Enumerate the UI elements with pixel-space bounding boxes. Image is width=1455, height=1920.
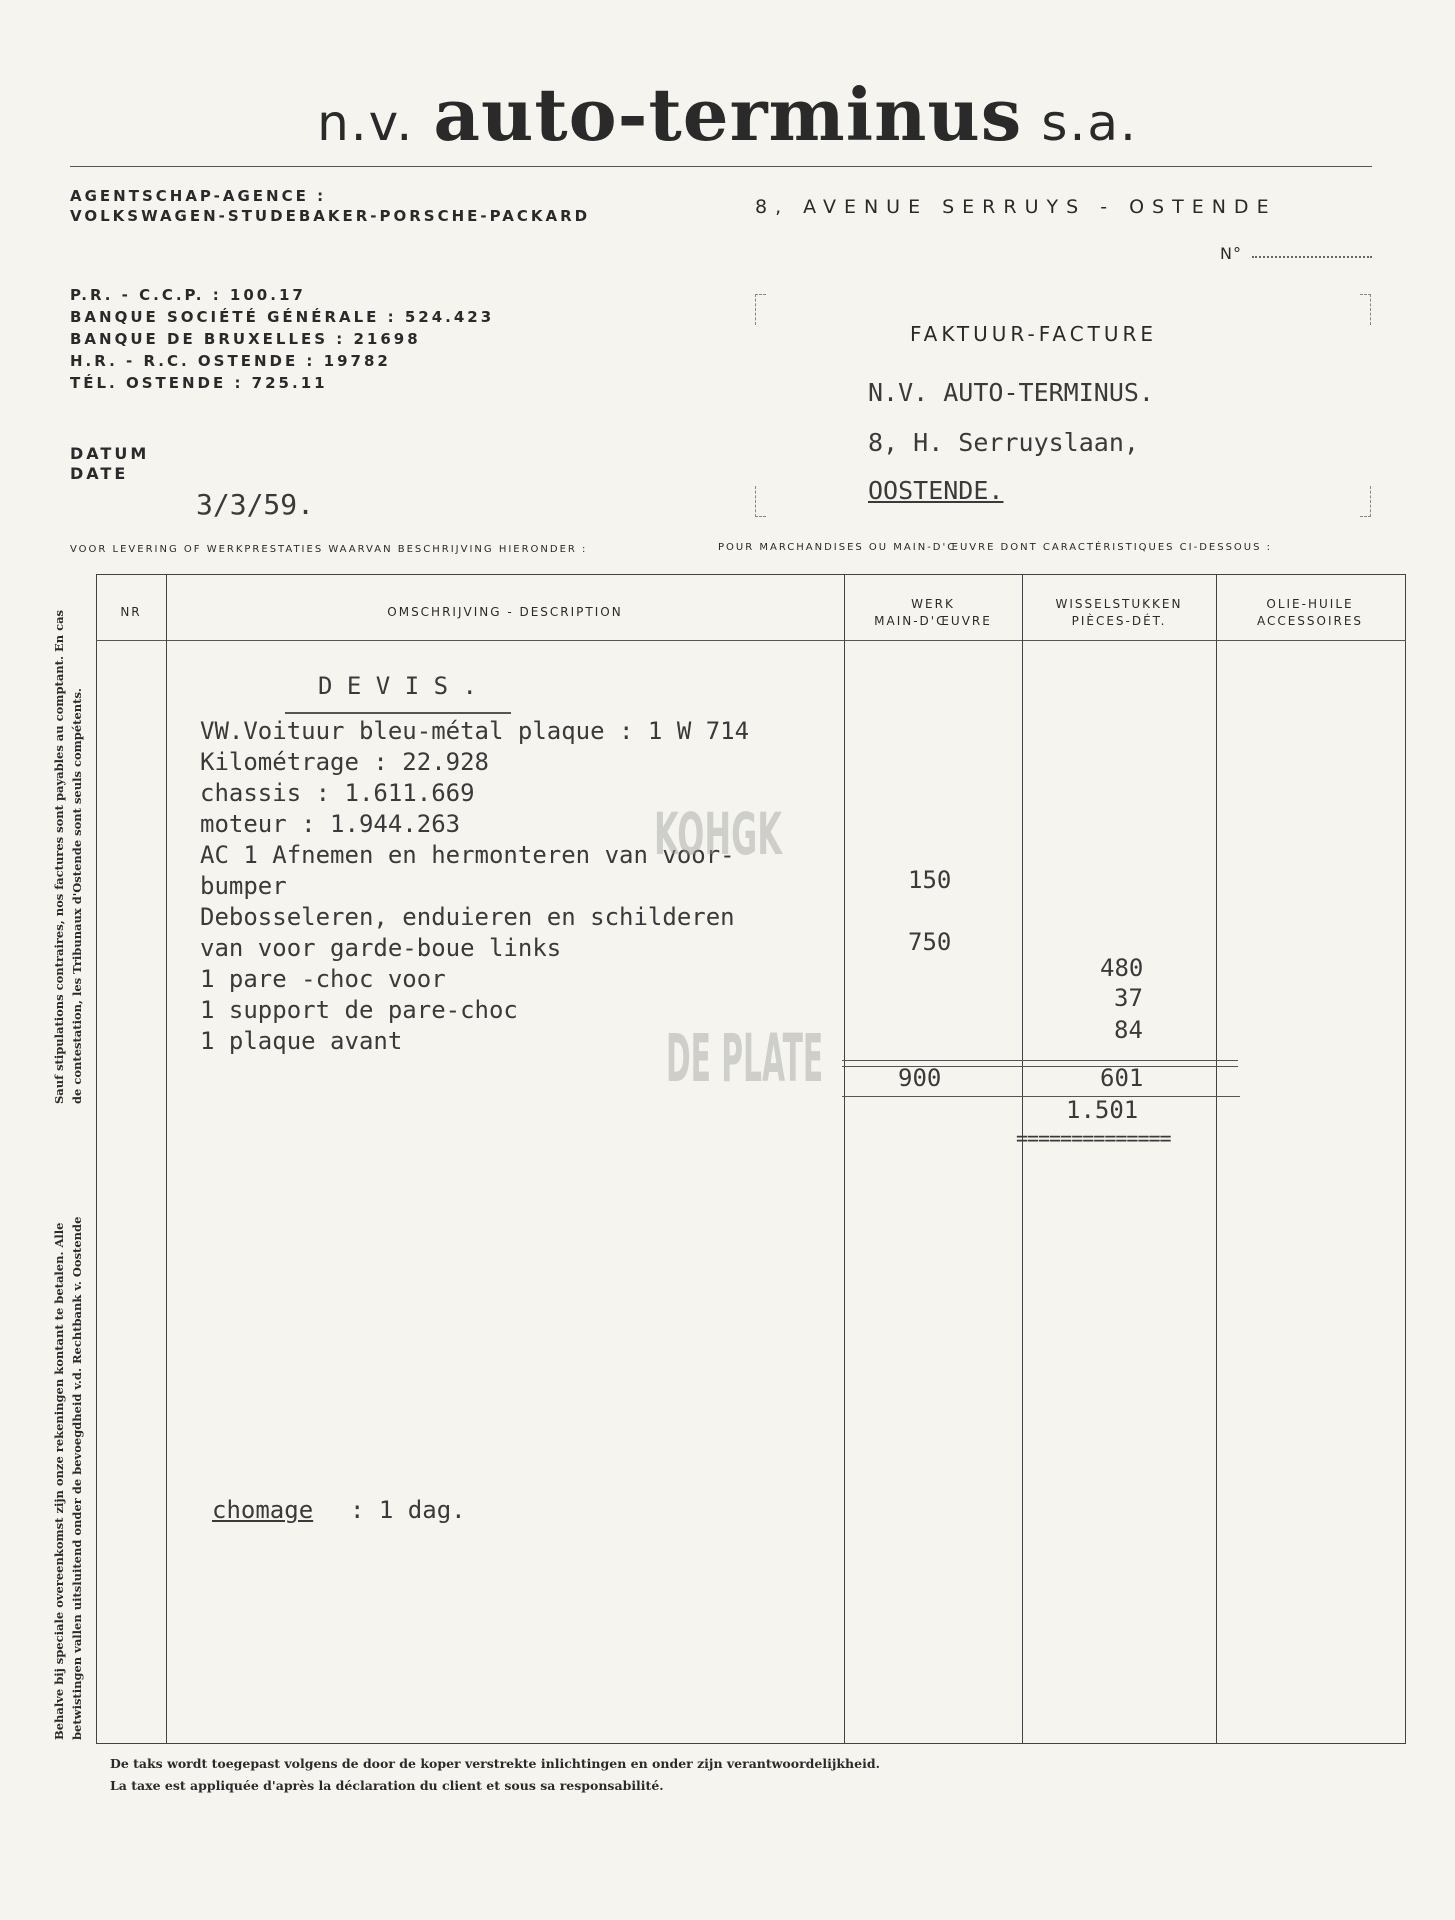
- description-line: moteur : 1.944.263: [200, 810, 461, 838]
- company-info-line: BANQUE DE BRUXELLES : 21698: [70, 330, 421, 348]
- date-label-nl: DATUM: [70, 444, 150, 463]
- window-corner: [1360, 294, 1371, 325]
- description-lines: [200, 716, 749, 1057]
- watermark-text: KOHGK: [654, 800, 783, 868]
- column-parts: [1022, 596, 1216, 630]
- company-name: auto-terminus: [433, 72, 1023, 157]
- description-line: AC 1 Afnemen en hermonteren van voor-: [200, 841, 735, 869]
- column-divider: [166, 574, 167, 1744]
- invoice-number-field: [1252, 256, 1372, 258]
- column-oil-nl: OLIE-HUILE: [1266, 597, 1354, 611]
- side-note-fr: [50, 610, 86, 1104]
- description-line: Kilométrage : 22.928: [200, 748, 489, 776]
- company-prefix: n.v.: [317, 94, 415, 152]
- labour-amount: 150: [908, 866, 952, 894]
- column-labour: [844, 596, 1022, 630]
- column-divider: [1216, 574, 1217, 1744]
- description-line: Debosseleren, enduieren en schilderen: [200, 903, 735, 931]
- column-labour-nl: WERK: [911, 597, 955, 611]
- column-divider: [844, 574, 845, 1744]
- description-line: chassis : 1.611.669: [200, 779, 475, 807]
- invoice-number-label: N°: [1220, 244, 1242, 263]
- recipient-city: OOSTENDE.: [868, 476, 1004, 505]
- footer-note-nl: De taks wordt toegepast volgens de door de koper verstrekte inlichtingen en onder zijn verantwoordelijkheid.: [110, 1756, 880, 1771]
- table-header-rule: [96, 640, 1406, 641]
- description-line: bumper: [200, 872, 287, 900]
- company-info-line: TÉL. OSTENDE : 725.11: [70, 374, 328, 392]
- side-note-fr-line-1: Sauf stipulations contraires, nos factures sont payables au comptant. En cas: [52, 609, 66, 1104]
- total-double-underline: ==============: [1016, 1126, 1171, 1150]
- company-info: [70, 284, 494, 394]
- subtotal-labour: 900: [898, 1064, 942, 1092]
- side-note-nl-line-2: betwistingen vallen uitsluitend onder de bevoegdheid v.d. Rechtbank v. Oostende: [70, 1216, 84, 1740]
- description-line: 1 support de pare-choc: [200, 996, 518, 1024]
- invoice-date: 3/3/59.: [196, 488, 315, 521]
- column-parts-nl: WISSELSTUKKEN: [1055, 597, 1183, 611]
- footer-note-fr: La taxe est appliquée d'après la déclaration du client et sous sa responsabilité.: [110, 1778, 664, 1793]
- window-corner: [1360, 486, 1371, 517]
- company-suffix: s.a.: [1041, 94, 1138, 152]
- chomage-label: chomage: [212, 1496, 314, 1524]
- side-note-nl: [50, 1217, 86, 1740]
- description-line: VW.Voituur bleu-métal plaque : 1 W 714: [200, 717, 750, 745]
- recipient-street: 8, H. Serruyslaan,: [868, 428, 1139, 457]
- column-parts-fr: PIÈCES-DÉT.: [1071, 614, 1167, 628]
- company-address: 8, AVENUE SERRUYS - OSTENDE: [755, 196, 1277, 218]
- watermark-text: DE PLATE: [666, 1020, 824, 1097]
- window-corner: [755, 294, 766, 325]
- description-line: 1 pare -choc voor: [200, 965, 446, 993]
- header-rule: [70, 166, 1372, 167]
- column-oil-fr: ACCESSOIRES: [1256, 614, 1364, 628]
- company-info-line: H.R. - R.C. OSTENDE : 19782: [70, 352, 391, 370]
- quote-heading: D E V I S .: [318, 672, 477, 700]
- side-note-fr-line-2: de contestation, les Tribunaux d'Ostende sont seuls compétents.: [70, 688, 84, 1104]
- recipient-name: N.V. AUTO-TERMINUS.: [868, 378, 1154, 407]
- delivery-note-nl: VOOR LEVERING OF WERKPRESTATIES WAARVAN BESCHRIJVING HIERONDER :: [70, 544, 588, 555]
- description-line: 1 plaque avant: [200, 1027, 403, 1055]
- window-corner: [755, 486, 766, 517]
- agency-label: AGENTSCHAP-AGENCE :: [70, 187, 327, 205]
- grand-total: 1.501: [1066, 1096, 1139, 1124]
- labour-amount: 750: [908, 928, 952, 956]
- invoice-title: FAKTUUR-FACTURE: [910, 322, 1158, 346]
- quote-heading-underline: [285, 712, 511, 714]
- column-labour-fr: MAIN-D'ŒUVRE: [874, 614, 992, 628]
- agency-brands: VOLKSWAGEN-STUDEBAKER-PORSCHE-PACKARD: [70, 207, 591, 225]
- side-note-nl-line-1: Behalve bij speciale overeenkomst zijn onze rekeningen kontant te betalen. Alle: [52, 1222, 66, 1740]
- column-oil: [1216, 596, 1404, 630]
- column-nr: NR: [120, 605, 142, 619]
- delivery-note-fr: POUR MARCHANDISES OU MAIN-D'ŒUVRE DONT CARACTÉRISTIQUES CI-DESSOUS :: [718, 542, 1273, 553]
- chomage-value: : 1 dag.: [350, 1496, 466, 1524]
- parts-amount: 84: [1114, 1016, 1143, 1044]
- subtotal-rule: [842, 1060, 1238, 1061]
- description-line: van voor garde-boue links: [200, 934, 562, 962]
- company-letterhead: [0, 72, 1455, 157]
- parts-amount: 480: [1100, 954, 1144, 982]
- subtotal-parts: 601: [1100, 1064, 1144, 1092]
- date-label-fr: DATE: [70, 464, 129, 483]
- company-info-line: P.R. - C.C.P. : 100.17: [70, 286, 306, 304]
- total-rule: [842, 1096, 1240, 1097]
- column-divider: [1022, 574, 1023, 1744]
- parts-amount: 37: [1114, 984, 1143, 1012]
- column-description: OMSCHRIJVING - DESCRIPTION: [387, 605, 623, 619]
- company-info-line: BANQUE SOCIÉTÉ GÉNÉRALE : 524.423: [70, 308, 495, 326]
